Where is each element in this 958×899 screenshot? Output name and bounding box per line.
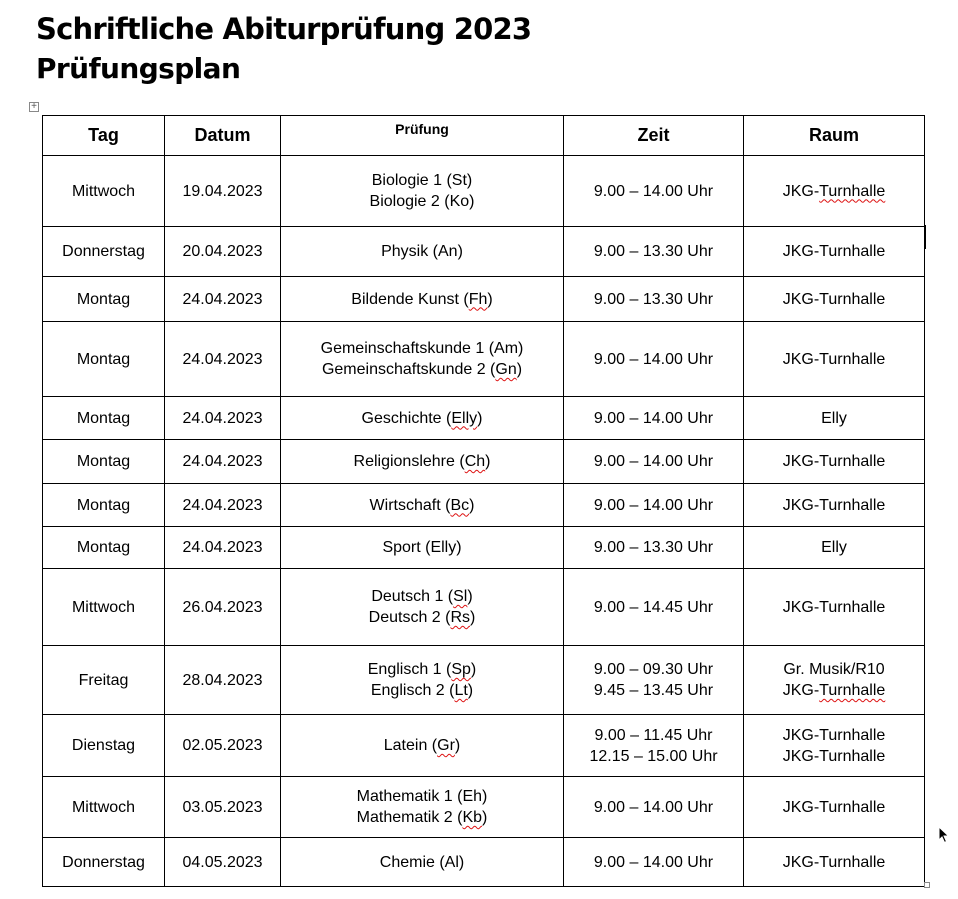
cell-zeit[interactable]: [564, 715, 744, 777]
cell-zeit[interactable]: [564, 838, 744, 887]
cell-text: ): [470, 609, 476, 626]
spellcheck-marked-text: Sp: [451, 661, 471, 678]
cell-line: [285, 170, 559, 191]
cell-tag[interactable]: Donnerstag: [43, 227, 165, 277]
cell-pruefung[interactable]: [281, 227, 564, 277]
table-row: [43, 646, 925, 715]
spellcheck-marked-text: Kb: [462, 809, 483, 826]
cell-pruefung[interactable]: [281, 277, 564, 322]
cell-line: [748, 181, 920, 202]
cell-pruefung[interactable]: [281, 569, 564, 646]
header-pruefung: Prüfung: [281, 116, 564, 156]
table-row: [43, 322, 925, 397]
header-tag: Tag: [43, 116, 165, 156]
cell-line: 9.45 – 13.45 Uhr: [593, 682, 714, 699]
cell-tag[interactable]: Dienstag: [43, 715, 165, 777]
table-header-row: [43, 116, 925, 156]
cell-text: Biologie 2 (Ko): [369, 193, 475, 210]
table-row: [43, 838, 925, 887]
exam-schedule-table: [42, 115, 925, 887]
table-row: [43, 527, 925, 569]
cell-line: 9.00 – 14.00 Uhr: [593, 453, 714, 470]
table-row: [43, 440, 925, 484]
cell-datum[interactable]: 26.04.2023: [165, 569, 281, 646]
cell-line: [748, 659, 920, 680]
cell-line: 9.00 – 14.00 Uhr: [593, 798, 714, 816]
cell-text: Deutsch 1 (: [371, 588, 454, 605]
cell-text: Mathematik 1 (Eh): [356, 788, 488, 805]
cell-text: Elly: [821, 539, 847, 556]
cell-datum[interactable]: 20.04.2023: [165, 227, 281, 277]
cell-line: [285, 807, 559, 828]
cell-line: [285, 338, 559, 359]
cell-raum[interactable]: [744, 277, 925, 322]
cell-text: JKG-Turnhalle: [782, 496, 886, 514]
table-row: [43, 227, 925, 277]
cell-text: JKG-Turnhalle: [782, 853, 886, 871]
cell-zeit[interactable]: [564, 569, 744, 646]
cell-text: Sport (Elly): [382, 539, 462, 556]
cell-datum[interactable]: 03.05.2023: [165, 777, 281, 838]
cell-raum[interactable]: [744, 440, 925, 484]
cell-text: ): [487, 290, 493, 308]
table-row: [43, 156, 925, 227]
cell-zeit[interactable]: [564, 484, 744, 527]
cell-line: [748, 408, 920, 429]
cell-text: Gemeinschaftskunde 1 (Am): [320, 340, 524, 357]
cell-text: Chemie (Al): [379, 853, 465, 871]
cell-text: ): [470, 661, 477, 678]
cell-line: 9.00 – 09.30 Uhr: [593, 661, 714, 678]
cell-zeit[interactable]: [564, 440, 744, 484]
cell-tag[interactable]: Montag: [43, 322, 165, 397]
document-title: Schriftliche Abiturprüfung 2023: [36, 12, 532, 46]
document-subtitle: Prüfungsplan: [36, 52, 241, 85]
cell-text: Englisch 2 (: [370, 682, 455, 699]
cell-tag[interactable]: Mittwoch: [43, 569, 165, 646]
cell-pruefung[interactable]: [281, 527, 564, 569]
cell-pruefung[interactable]: [281, 484, 564, 527]
cell-datum[interactable]: 24.04.2023: [165, 527, 281, 569]
cell-line: [748, 852, 920, 873]
cell-text: JKG-Turnhalle: [782, 453, 886, 470]
table-row: [43, 397, 925, 440]
cell-text: ): [469, 496, 475, 514]
spellcheck-marked-text: Turnhalle: [819, 682, 886, 699]
cell-tag[interactable]: Montag: [43, 484, 165, 527]
header-datum: Datum: [165, 116, 281, 156]
cell-line: 9.00 – 14.45 Uhr: [593, 598, 714, 616]
cell-datum[interactable]: 28.04.2023: [165, 646, 281, 715]
cell-text: ): [477, 409, 483, 427]
cell-raum[interactable]: [744, 569, 925, 646]
cell-pruefung[interactable]: [281, 777, 564, 838]
cell-datum[interactable]: 24.04.2023: [165, 440, 281, 484]
cell-text: Elly: [821, 409, 847, 427]
header-zeit: Zeit: [564, 116, 744, 156]
cell-line: [748, 451, 920, 472]
spellcheck-marked-text: Turnhalle: [819, 182, 886, 200]
spellcheck-marked-text: Gr: [437, 737, 455, 754]
table-row: [43, 569, 925, 646]
cell-text: Physik (An): [381, 243, 463, 260]
cell-line: 9.00 – 13.30 Uhr: [593, 539, 714, 556]
cell-line: [748, 746, 920, 767]
cell-line: [748, 680, 920, 701]
cell-datum[interactable]: 24.04.2023: [165, 277, 281, 322]
cell-line: [285, 735, 559, 756]
table-resize-handle-icon[interactable]: [924, 882, 930, 888]
cell-tag[interactable]: Donnerstag: [43, 838, 165, 887]
cell-text: Religionslehre (: [353, 453, 465, 470]
cell-text: JKG-Turnhalle: [782, 290, 886, 308]
cell-text: JKG-Turnhalle: [782, 350, 886, 368]
cell-zeit[interactable]: [564, 322, 744, 397]
cell-line: [748, 797, 920, 818]
cell-text: Bildende Kunst (: [351, 290, 469, 308]
cell-line: [748, 725, 920, 746]
cell-line: [285, 289, 559, 310]
cell-line: 9.00 – 13.30 Uhr: [593, 290, 714, 308]
cell-line: [285, 537, 559, 558]
cell-text: JKG-Turnhalle: [782, 747, 886, 765]
cell-tag[interactable]: Montag: [43, 440, 165, 484]
cell-text: JKG-Turnhalle: [782, 798, 886, 816]
cell-line: [748, 349, 920, 370]
cell-text: JKG-Turnhalle: [782, 243, 886, 260]
text-cursor: [925, 225, 926, 249]
cell-zeit[interactable]: [564, 227, 744, 277]
table-body: [43, 156, 925, 887]
cell-raum[interactable]: [744, 322, 925, 397]
cell-line: [285, 786, 559, 807]
cell-pruefung[interactable]: [281, 440, 564, 484]
cell-line: 9.00 – 14.00 Uhr: [593, 182, 714, 200]
cell-tag[interactable]: Mittwoch: [43, 777, 165, 838]
cell-raum[interactable]: [744, 484, 925, 527]
cell-line: [285, 852, 559, 873]
cell-tag[interactable]: Freitag: [43, 646, 165, 715]
cell-line: [748, 495, 920, 516]
cell-tag[interactable]: Montag: [43, 527, 165, 569]
cell-pruefung[interactable]: [281, 838, 564, 887]
table-row: [43, 277, 925, 322]
cell-pruefung[interactable]: [281, 646, 564, 715]
cell-line: [285, 680, 559, 701]
table-row: [43, 484, 925, 527]
cell-text: Englisch 1 (: [367, 661, 452, 678]
cell-pruefung[interactable]: [281, 322, 564, 397]
cell-datum[interactable]: 19.04.2023: [165, 156, 281, 227]
spellcheck-marked-text: Rs: [450, 609, 471, 626]
cell-text: ): [485, 453, 491, 470]
cell-tag[interactable]: Mittwoch: [43, 156, 165, 227]
cell-line: [285, 607, 559, 628]
cell-datum[interactable]: 24.04.2023: [165, 322, 281, 397]
cell-text: Gr. Musik/R10: [783, 661, 885, 678]
spellcheck-marked-text: Lt: [454, 682, 468, 699]
header-raum: Raum: [744, 116, 925, 156]
cell-line: [748, 289, 920, 310]
cell-datum[interactable]: 02.05.2023: [165, 715, 281, 777]
cell-datum[interactable]: 24.04.2023: [165, 397, 281, 440]
cell-line: 9.00 – 13.30 Uhr: [593, 243, 714, 260]
cell-line: [285, 359, 559, 380]
cell-text: ): [516, 361, 523, 378]
cell-text: JKG-: [782, 182, 820, 200]
cell-raum[interactable]: [744, 838, 925, 887]
cell-text: JKG-Turnhalle: [782, 726, 886, 744]
cell-datum[interactable]: 24.04.2023: [165, 484, 281, 527]
spellcheck-marked-text: Fh: [468, 290, 488, 308]
cell-text: Biologie 1 (St): [371, 172, 473, 189]
cell-line: [748, 597, 920, 618]
cell-line: [285, 191, 559, 212]
spellcheck-marked-text: Ch: [464, 453, 486, 470]
cell-zeit[interactable]: [564, 277, 744, 322]
spellcheck-marked-text: Sl: [453, 588, 468, 605]
cell-zeit[interactable]: [564, 527, 744, 569]
cell-text: ): [454, 737, 461, 754]
cell-pruefung[interactable]: [281, 156, 564, 227]
cell-zeit[interactable]: [564, 777, 744, 838]
cell-text: Latein (: [383, 737, 438, 754]
cell-line: [285, 451, 559, 472]
table-move-handle-icon[interactable]: +: [29, 102, 39, 112]
cell-line: 9.00 – 14.00 Uhr: [593, 853, 714, 871]
cell-zeit[interactable]: [564, 397, 744, 440]
cell-text: ): [467, 682, 474, 699]
cell-tag[interactable]: Montag: [43, 277, 165, 322]
cell-line: [285, 495, 559, 516]
cell-text: JKG-Turnhalle: [782, 598, 886, 616]
cell-zeit[interactable]: [564, 156, 744, 227]
table-row: [43, 777, 925, 838]
cell-text: ): [482, 809, 488, 826]
cell-datum[interactable]: 04.05.2023: [165, 838, 281, 887]
cell-raum[interactable]: [744, 227, 925, 277]
table-row: [43, 715, 925, 777]
spellcheck-marked-text: Gn: [495, 361, 517, 378]
cell-line: 9.00 – 14.00 Uhr: [593, 350, 714, 368]
mouse-pointer-icon: [938, 826, 950, 844]
cell-line: [748, 537, 920, 558]
cell-text: JKG-: [782, 682, 820, 699]
cell-text: Geschichte (: [361, 409, 452, 427]
cell-line: [285, 659, 559, 680]
cell-raum[interactable]: [744, 646, 925, 715]
cell-pruefung[interactable]: [281, 397, 564, 440]
cell-text: Mathematik 2 (: [356, 809, 463, 826]
cell-line: 9.00 – 14.00 Uhr: [593, 409, 714, 427]
cell-line: [748, 241, 920, 262]
cell-tag[interactable]: Montag: [43, 397, 165, 440]
cell-raum[interactable]: [744, 156, 925, 227]
cell-zeit[interactable]: [564, 646, 744, 715]
cell-line: [285, 586, 559, 607]
cell-text: Wirtschaft (: [369, 496, 451, 514]
cell-text: Deutsch 2 (: [368, 609, 451, 626]
cell-pruefung[interactable]: [281, 715, 564, 777]
cell-line: 12.15 – 15.00 Uhr: [589, 747, 718, 765]
cell-line: 9.00 – 14.00 Uhr: [593, 496, 714, 514]
cell-raum[interactable]: [744, 715, 925, 777]
cell-text: ): [467, 588, 473, 605]
spellcheck-marked-text: Elly: [451, 409, 478, 427]
cell-line: 9.00 – 11.45 Uhr: [594, 726, 713, 744]
spellcheck-marked-text: Bc: [450, 496, 470, 514]
cell-raum[interactable]: [744, 777, 925, 838]
cell-line: [285, 408, 559, 429]
cell-text: Gemeinschaftskunde 2 (: [321, 361, 496, 378]
cell-raum[interactable]: [744, 397, 925, 440]
cell-line: [285, 241, 559, 262]
cell-raum[interactable]: [744, 527, 925, 569]
